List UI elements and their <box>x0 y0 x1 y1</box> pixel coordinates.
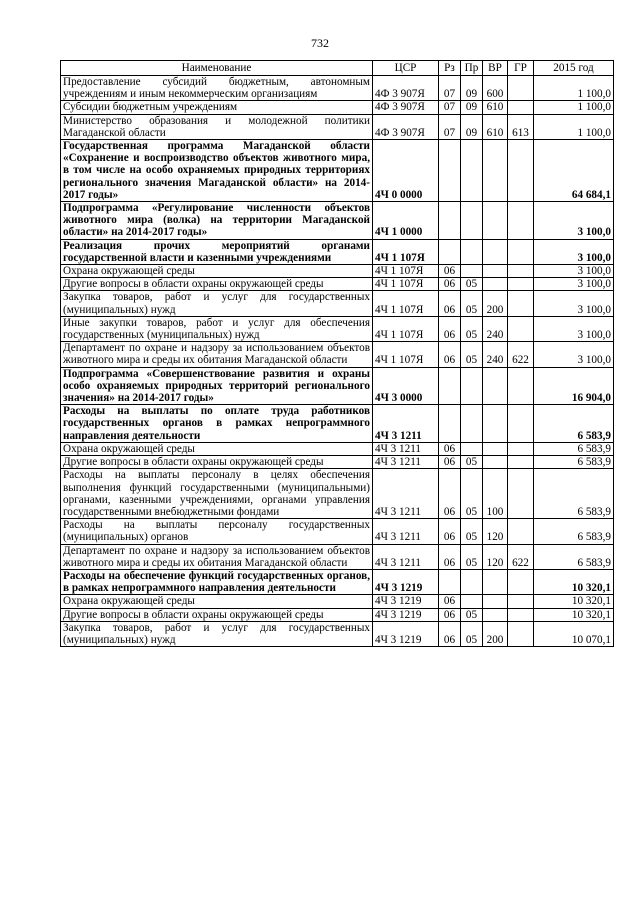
table-row <box>61 544 614 569</box>
row-csr-cell: 4Ч 3 1219 <box>373 569 439 594</box>
row-rz-cell: 06 <box>439 544 461 569</box>
row-vr-cell: 200 <box>483 621 508 646</box>
row-amount-cell: 10 320,1 <box>534 569 614 594</box>
row-csr-cell: 4Ч 1 107Я <box>373 291 439 316</box>
row-csr-cell: 4Ч 0 0000 <box>373 140 439 202</box>
row-csr-cell: 4Ч 3 1219 <box>373 608 439 621</box>
row-rz-cell: 06 <box>439 265 461 278</box>
row-gr-cell <box>508 265 534 278</box>
table-row <box>61 101 614 114</box>
table-row <box>61 114 614 139</box>
row-amount-cell: 3 100,0 <box>534 291 614 316</box>
row-pr-cell: 05 <box>461 519 483 544</box>
table-row <box>61 202 614 240</box>
table-row <box>61 469 614 519</box>
row-csr-cell: 4Ч 3 1211 <box>373 442 439 455</box>
row-amount-cell: 64 684,1 <box>534 140 614 202</box>
row-name-cell: Охрана окружающей среды <box>61 595 373 608</box>
row-amount-cell: 3 100,0 <box>534 265 614 278</box>
table-row <box>61 442 614 455</box>
row-name-cell: Другие вопросы в области охраны окружающей среды <box>61 278 373 291</box>
row-rz-cell: 06 <box>439 456 461 469</box>
row-pr-cell: 05 <box>461 469 483 519</box>
row-amount-cell: 3 100,0 <box>534 342 614 367</box>
header-vr: ВР <box>483 61 508 76</box>
row-csr-cell: 4Ч 3 1219 <box>373 595 439 608</box>
table-row <box>61 608 614 621</box>
row-vr-cell <box>483 367 508 405</box>
row-gr-cell <box>508 608 534 621</box>
row-csr-cell: 4Ч 1 107Я <box>373 239 439 264</box>
row-name-cell: Департамент по охране и надзору за использованием объектов животного мира и среды их обитания Магаданской области <box>61 342 373 367</box>
row-rz-cell: 06 <box>439 316 461 341</box>
row-gr-cell <box>508 239 534 264</box>
row-csr-cell: 4Ч 1 0000 <box>373 202 439 240</box>
row-name-cell: Министерство образования и молодежной политики Магаданской области <box>61 114 373 139</box>
row-rz-cell: 06 <box>439 291 461 316</box>
row-pr-cell: 05 <box>461 456 483 469</box>
row-name-cell: Реализация прочих мероприятий органами государственной власти и казенными учреждениями <box>61 239 373 264</box>
row-amount-cell: 10 320,1 <box>534 595 614 608</box>
row-gr-cell <box>508 278 534 291</box>
row-gr-cell <box>508 291 534 316</box>
table-row <box>61 456 614 469</box>
row-gr-cell <box>508 367 534 405</box>
row-gr-cell <box>508 456 534 469</box>
row-rz-cell: 06 <box>439 278 461 291</box>
row-amount-cell: 6 583,9 <box>534 469 614 519</box>
row-name-cell: Закупка товаров, работ и услуг для государственных (муниципальных) нужд <box>61 291 373 316</box>
table-row <box>61 291 614 316</box>
row-vr-cell <box>483 608 508 621</box>
row-rz-cell <box>439 140 461 202</box>
table-row <box>61 367 614 405</box>
row-csr-cell: 4Ч 3 1211 <box>373 469 439 519</box>
row-pr-cell: 05 <box>461 342 483 367</box>
row-amount-cell: 6 583,9 <box>534 519 614 544</box>
row-name-cell: Иные закупки товаров, работ и услуг для обеспечения государственных (муниципальных) нужд <box>61 316 373 341</box>
row-name-cell: Расходы на обеспечение функций государственных органов, в рамках непрограммного направления деятельности <box>61 569 373 594</box>
header-rz: Рз <box>439 61 461 76</box>
row-csr-cell: 4Ч 1 107Я <box>373 265 439 278</box>
row-amount-cell: 1 100,0 <box>534 114 614 139</box>
row-amount-cell: 1 100,0 <box>534 101 614 114</box>
table-row <box>61 140 614 202</box>
row-name-cell: Расходы на выплаты персоналу государственных (муниципальных) органов <box>61 519 373 544</box>
header-pr: Пр <box>461 61 483 76</box>
row-vr-cell <box>483 569 508 594</box>
table-row <box>61 621 614 646</box>
row-amount-cell: 10 070,1 <box>534 621 614 646</box>
row-pr-cell: 05 <box>461 278 483 291</box>
row-pr-cell <box>461 140 483 202</box>
row-csr-cell: 4Ч 3 1211 <box>373 456 439 469</box>
row-csr-cell: 4Ч 3 1211 <box>373 519 439 544</box>
row-pr-cell: 09 <box>461 101 483 114</box>
row-pr-cell <box>461 569 483 594</box>
row-gr-cell: 622 <box>508 342 534 367</box>
row-gr-cell: 613 <box>508 114 534 139</box>
row-name-cell: Департамент по охране и надзору за использованием объектов животного мира и среды их обитания Магаданской области <box>61 544 373 569</box>
header-gr: ГР <box>508 61 534 76</box>
table-row <box>61 569 614 594</box>
table-row <box>61 342 614 367</box>
row-amount-cell: 1 100,0 <box>534 76 614 101</box>
row-rz-cell <box>439 405 461 443</box>
row-vr-cell <box>483 265 508 278</box>
row-pr-cell: 05 <box>461 621 483 646</box>
row-amount-cell: 6 583,9 <box>534 405 614 443</box>
row-gr-cell <box>508 569 534 594</box>
row-pr-cell: 05 <box>461 608 483 621</box>
row-pr-cell: 09 <box>461 76 483 101</box>
header-amount: 2015 год <box>534 61 614 76</box>
row-gr-cell <box>508 316 534 341</box>
row-vr-cell: 240 <box>483 316 508 341</box>
row-pr-cell <box>461 367 483 405</box>
row-csr-cell: 4Ч 1 107Я <box>373 342 439 367</box>
table-row <box>61 405 614 443</box>
row-amount-cell: 3 100,0 <box>534 316 614 341</box>
row-gr-cell <box>508 140 534 202</box>
row-gr-cell <box>508 101 534 114</box>
row-rz-cell: 06 <box>439 608 461 621</box>
row-gr-cell <box>508 621 534 646</box>
row-amount-cell: 3 100,0 <box>534 239 614 264</box>
row-vr-cell: 600 <box>483 76 508 101</box>
row-vr-cell <box>483 140 508 202</box>
row-name-cell: Подпрограмма «Совершенствование развития и охраны особо охраняемых природных территорий регионального значения» на 2014-2017 годы» <box>61 367 373 405</box>
row-gr-cell <box>508 469 534 519</box>
row-rz-cell: 07 <box>439 101 461 114</box>
row-vr-cell <box>483 239 508 264</box>
row-amount-cell: 10 320,1 <box>534 608 614 621</box>
row-vr-cell <box>483 456 508 469</box>
row-csr-cell: 4Ф 3 907Я <box>373 114 439 139</box>
row-vr-cell: 120 <box>483 544 508 569</box>
row-pr-cell <box>461 239 483 264</box>
row-pr-cell: 05 <box>461 316 483 341</box>
row-name-cell: Подпрограмма «Регулирование численности объектов животного мира (волка) на территории Магаданской области» на 2014-2017 годы» <box>61 202 373 240</box>
header-row <box>61 61 614 76</box>
row-rz-cell <box>439 202 461 240</box>
table-row <box>61 595 614 608</box>
row-amount-cell: 6 583,9 <box>534 442 614 455</box>
row-name-cell: Другие вопросы в области охраны окружающей среды <box>61 456 373 469</box>
row-gr-cell <box>508 442 534 455</box>
row-name-cell: Охрана окружающей среды <box>61 442 373 455</box>
row-amount-cell: 6 583,9 <box>534 456 614 469</box>
row-vr-cell: 610 <box>483 101 508 114</box>
header-csr: ЦСР <box>373 61 439 76</box>
table-row <box>61 278 614 291</box>
row-pr-cell <box>461 405 483 443</box>
row-rz-cell: 06 <box>439 442 461 455</box>
row-pr-cell: 05 <box>461 291 483 316</box>
row-name-cell: Охрана окружающей среды <box>61 265 373 278</box>
row-csr-cell: 4Ф 3 907Я <box>373 101 439 114</box>
row-pr-cell <box>461 265 483 278</box>
row-gr-cell <box>508 76 534 101</box>
row-vr-cell <box>483 442 508 455</box>
table-body <box>61 76 614 647</box>
row-name-cell: Предоставление субсидий бюджетным, автономным учреждениям и иным некоммерческим организациям <box>61 76 373 101</box>
row-pr-cell: 09 <box>461 114 483 139</box>
row-rz-cell: 06 <box>439 595 461 608</box>
row-name-cell: Государственная программа Магаданской области «Сохранение и воспроизводство объектов животного мира, в том числе на особо охраняемых природных территориях регионального значения Магаданской области» на 2014-2017 годы» <box>61 140 373 202</box>
row-name-cell: Другие вопросы в области охраны окружающей среды <box>61 608 373 621</box>
row-amount-cell: 16 904,0 <box>534 367 614 405</box>
row-vr-cell: 610 <box>483 114 508 139</box>
table-row <box>61 239 614 264</box>
row-pr-cell: 05 <box>461 544 483 569</box>
row-csr-cell: 4Ч 3 1219 <box>373 621 439 646</box>
row-name-cell: Расходы на выплаты по оплате труда работников государственных органов в рамках непрограммного направления деятельности <box>61 405 373 443</box>
row-rz-cell <box>439 367 461 405</box>
row-vr-cell: 100 <box>483 469 508 519</box>
table-row <box>61 316 614 341</box>
row-rz-cell: 06 <box>439 621 461 646</box>
row-gr-cell <box>508 405 534 443</box>
row-csr-cell: 4Ч 3 1211 <box>373 405 439 443</box>
row-name-cell: Субсидии бюджетным учреждениям <box>61 101 373 114</box>
row-vr-cell <box>483 405 508 443</box>
page-number: 732 <box>311 36 329 50</box>
row-name-cell: Расходы на выплаты персоналу в целях обеспечения выполнения функций государственными (муниципальными) органами, казенными учреждениями, органами управления государственными внебюджетными фондами <box>61 469 373 519</box>
row-vr-cell: 240 <box>483 342 508 367</box>
row-gr-cell: 622 <box>508 544 534 569</box>
row-name-cell: Закупка товаров, работ и услуг для государственных (муниципальных) нужд <box>61 621 373 646</box>
row-amount-cell: 3 100,0 <box>534 278 614 291</box>
row-csr-cell: 4Ч 1 107Я <box>373 278 439 291</box>
row-vr-cell: 120 <box>483 519 508 544</box>
row-gr-cell <box>508 202 534 240</box>
row-vr-cell <box>483 595 508 608</box>
row-rz-cell <box>439 569 461 594</box>
row-pr-cell <box>461 595 483 608</box>
row-csr-cell: 4Ч 1 107Я <box>373 316 439 341</box>
row-vr-cell <box>483 202 508 240</box>
table-row <box>61 76 614 101</box>
table-row <box>61 519 614 544</box>
row-amount-cell: 6 583,9 <box>534 544 614 569</box>
row-gr-cell <box>508 595 534 608</box>
row-gr-cell <box>508 519 534 544</box>
row-rz-cell: 07 <box>439 114 461 139</box>
table-row <box>61 265 614 278</box>
row-rz-cell: 07 <box>439 76 461 101</box>
row-csr-cell: 4Ч 3 1211 <box>373 544 439 569</box>
row-rz-cell: 06 <box>439 342 461 367</box>
row-rz-cell <box>439 239 461 264</box>
row-pr-cell <box>461 442 483 455</box>
row-pr-cell <box>461 202 483 240</box>
row-csr-cell: 4Ч 3 0000 <box>373 367 439 405</box>
row-csr-cell: 4Ф 3 907Я <box>373 76 439 101</box>
row-amount-cell: 3 100,0 <box>534 202 614 240</box>
budget-table <box>60 60 614 647</box>
row-rz-cell: 06 <box>439 519 461 544</box>
row-vr-cell: 200 <box>483 291 508 316</box>
header-name: Наименование <box>61 61 373 76</box>
row-rz-cell: 06 <box>439 469 461 519</box>
row-vr-cell <box>483 278 508 291</box>
